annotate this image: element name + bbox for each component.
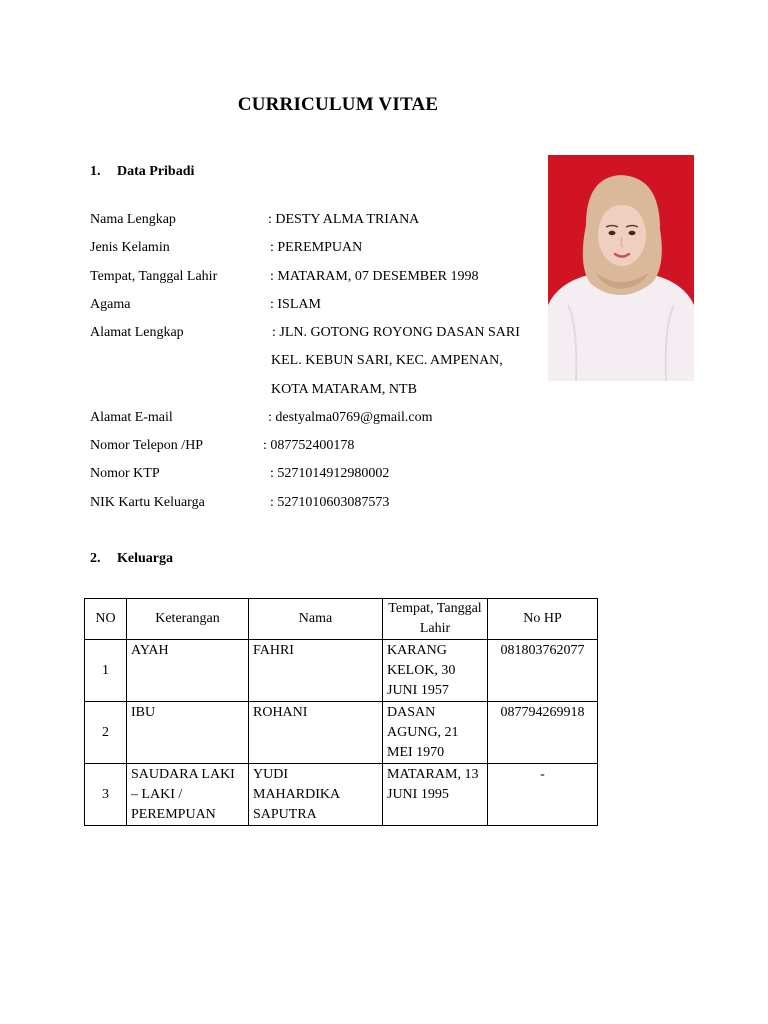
address-line-3: KOTA MATARAM, NTB bbox=[271, 382, 417, 397]
field-label: Agama bbox=[90, 297, 131, 312]
field-label: Nomor KTP bbox=[90, 466, 160, 481]
cell-hp: - bbox=[488, 764, 598, 826]
cell-keterangan: SAUDARA LAKI – LAKI / PEREMPUAN bbox=[127, 764, 249, 826]
column-header-ttl: Tempat, Tanggal Lahir bbox=[383, 599, 488, 640]
field-label: Nama Lengkap bbox=[90, 212, 176, 227]
section-title: Keluarga bbox=[117, 551, 173, 566]
field-value: : MATARAM, 07 DESEMBER 1998 bbox=[270, 269, 479, 284]
field-value: : JLN. GOTONG ROYONG DASAN SARI bbox=[272, 325, 520, 340]
section-heading-family bbox=[90, 551, 173, 567]
column-header-no: NO bbox=[85, 599, 127, 640]
cell-nama: YUDI MAHARDIKA SAPUTRA bbox=[249, 764, 383, 826]
field-label: Jenis Kelamin bbox=[90, 240, 170, 255]
field-value: : 087752400178 bbox=[263, 438, 355, 453]
field-value: : ISLAM bbox=[270, 297, 321, 312]
cell-keterangan: IBU bbox=[127, 702, 249, 764]
cell-ttl: KARANG KELOK, 30 JUNI 1957 bbox=[383, 640, 488, 702]
table-row bbox=[85, 640, 598, 702]
field-label: Alamat Lengkap bbox=[90, 325, 184, 340]
cell-ttl: MATARAM, 13 JUNI 1995 bbox=[383, 764, 488, 826]
field-label: Nomor Telepon /HP bbox=[90, 438, 204, 453]
column-header-hp: No HP bbox=[488, 599, 598, 640]
field-value: : PEREMPUAN bbox=[270, 240, 363, 255]
section-title: Data Pribadi bbox=[117, 164, 195, 179]
field-label: NIK Kartu Keluarga bbox=[90, 495, 205, 510]
cell-nama: FAHRI bbox=[249, 640, 383, 702]
address-line-2: KEL. KEBUN SARI, KEC. AMPENAN, bbox=[271, 353, 503, 368]
cell-hp: 081803762077 bbox=[488, 640, 598, 702]
cell-hp: 087794269918 bbox=[488, 702, 598, 764]
cell-nama: ROHANI bbox=[249, 702, 383, 764]
profile-photo-illustration bbox=[548, 155, 694, 381]
cell-keterangan: AYAH bbox=[127, 640, 249, 702]
table-row bbox=[85, 702, 598, 764]
section-number: 2. bbox=[90, 551, 101, 566]
document-title: CURRICULUM VITAE bbox=[237, 94, 439, 115]
table-row bbox=[85, 764, 598, 826]
cell-no: 1 bbox=[85, 640, 127, 702]
section-heading-personal bbox=[90, 164, 194, 180]
field-value: : DESTY ALMA TRIANA bbox=[268, 212, 420, 227]
field-value: : 5271014912980002 bbox=[270, 466, 390, 481]
cell-no: 3 bbox=[85, 764, 127, 826]
section-number: 1. bbox=[90, 164, 101, 179]
column-header-keterangan: Keterangan bbox=[127, 599, 249, 640]
table-header-row bbox=[85, 599, 598, 640]
field-label: Alamat E-mail bbox=[90, 410, 173, 425]
family-table bbox=[84, 598, 598, 826]
cell-ttl: DASAN AGUNG, 21 MEI 1970 bbox=[383, 702, 488, 764]
column-header-nama: Nama bbox=[249, 599, 383, 640]
profile-photo bbox=[548, 155, 694, 381]
field-value: : 5271010603087573 bbox=[270, 495, 390, 510]
cell-no: 2 bbox=[85, 702, 127, 764]
field-label: Tempat, Tanggal Lahir bbox=[90, 269, 218, 284]
field-value: : destyalma0769@gmail.com bbox=[268, 410, 433, 425]
